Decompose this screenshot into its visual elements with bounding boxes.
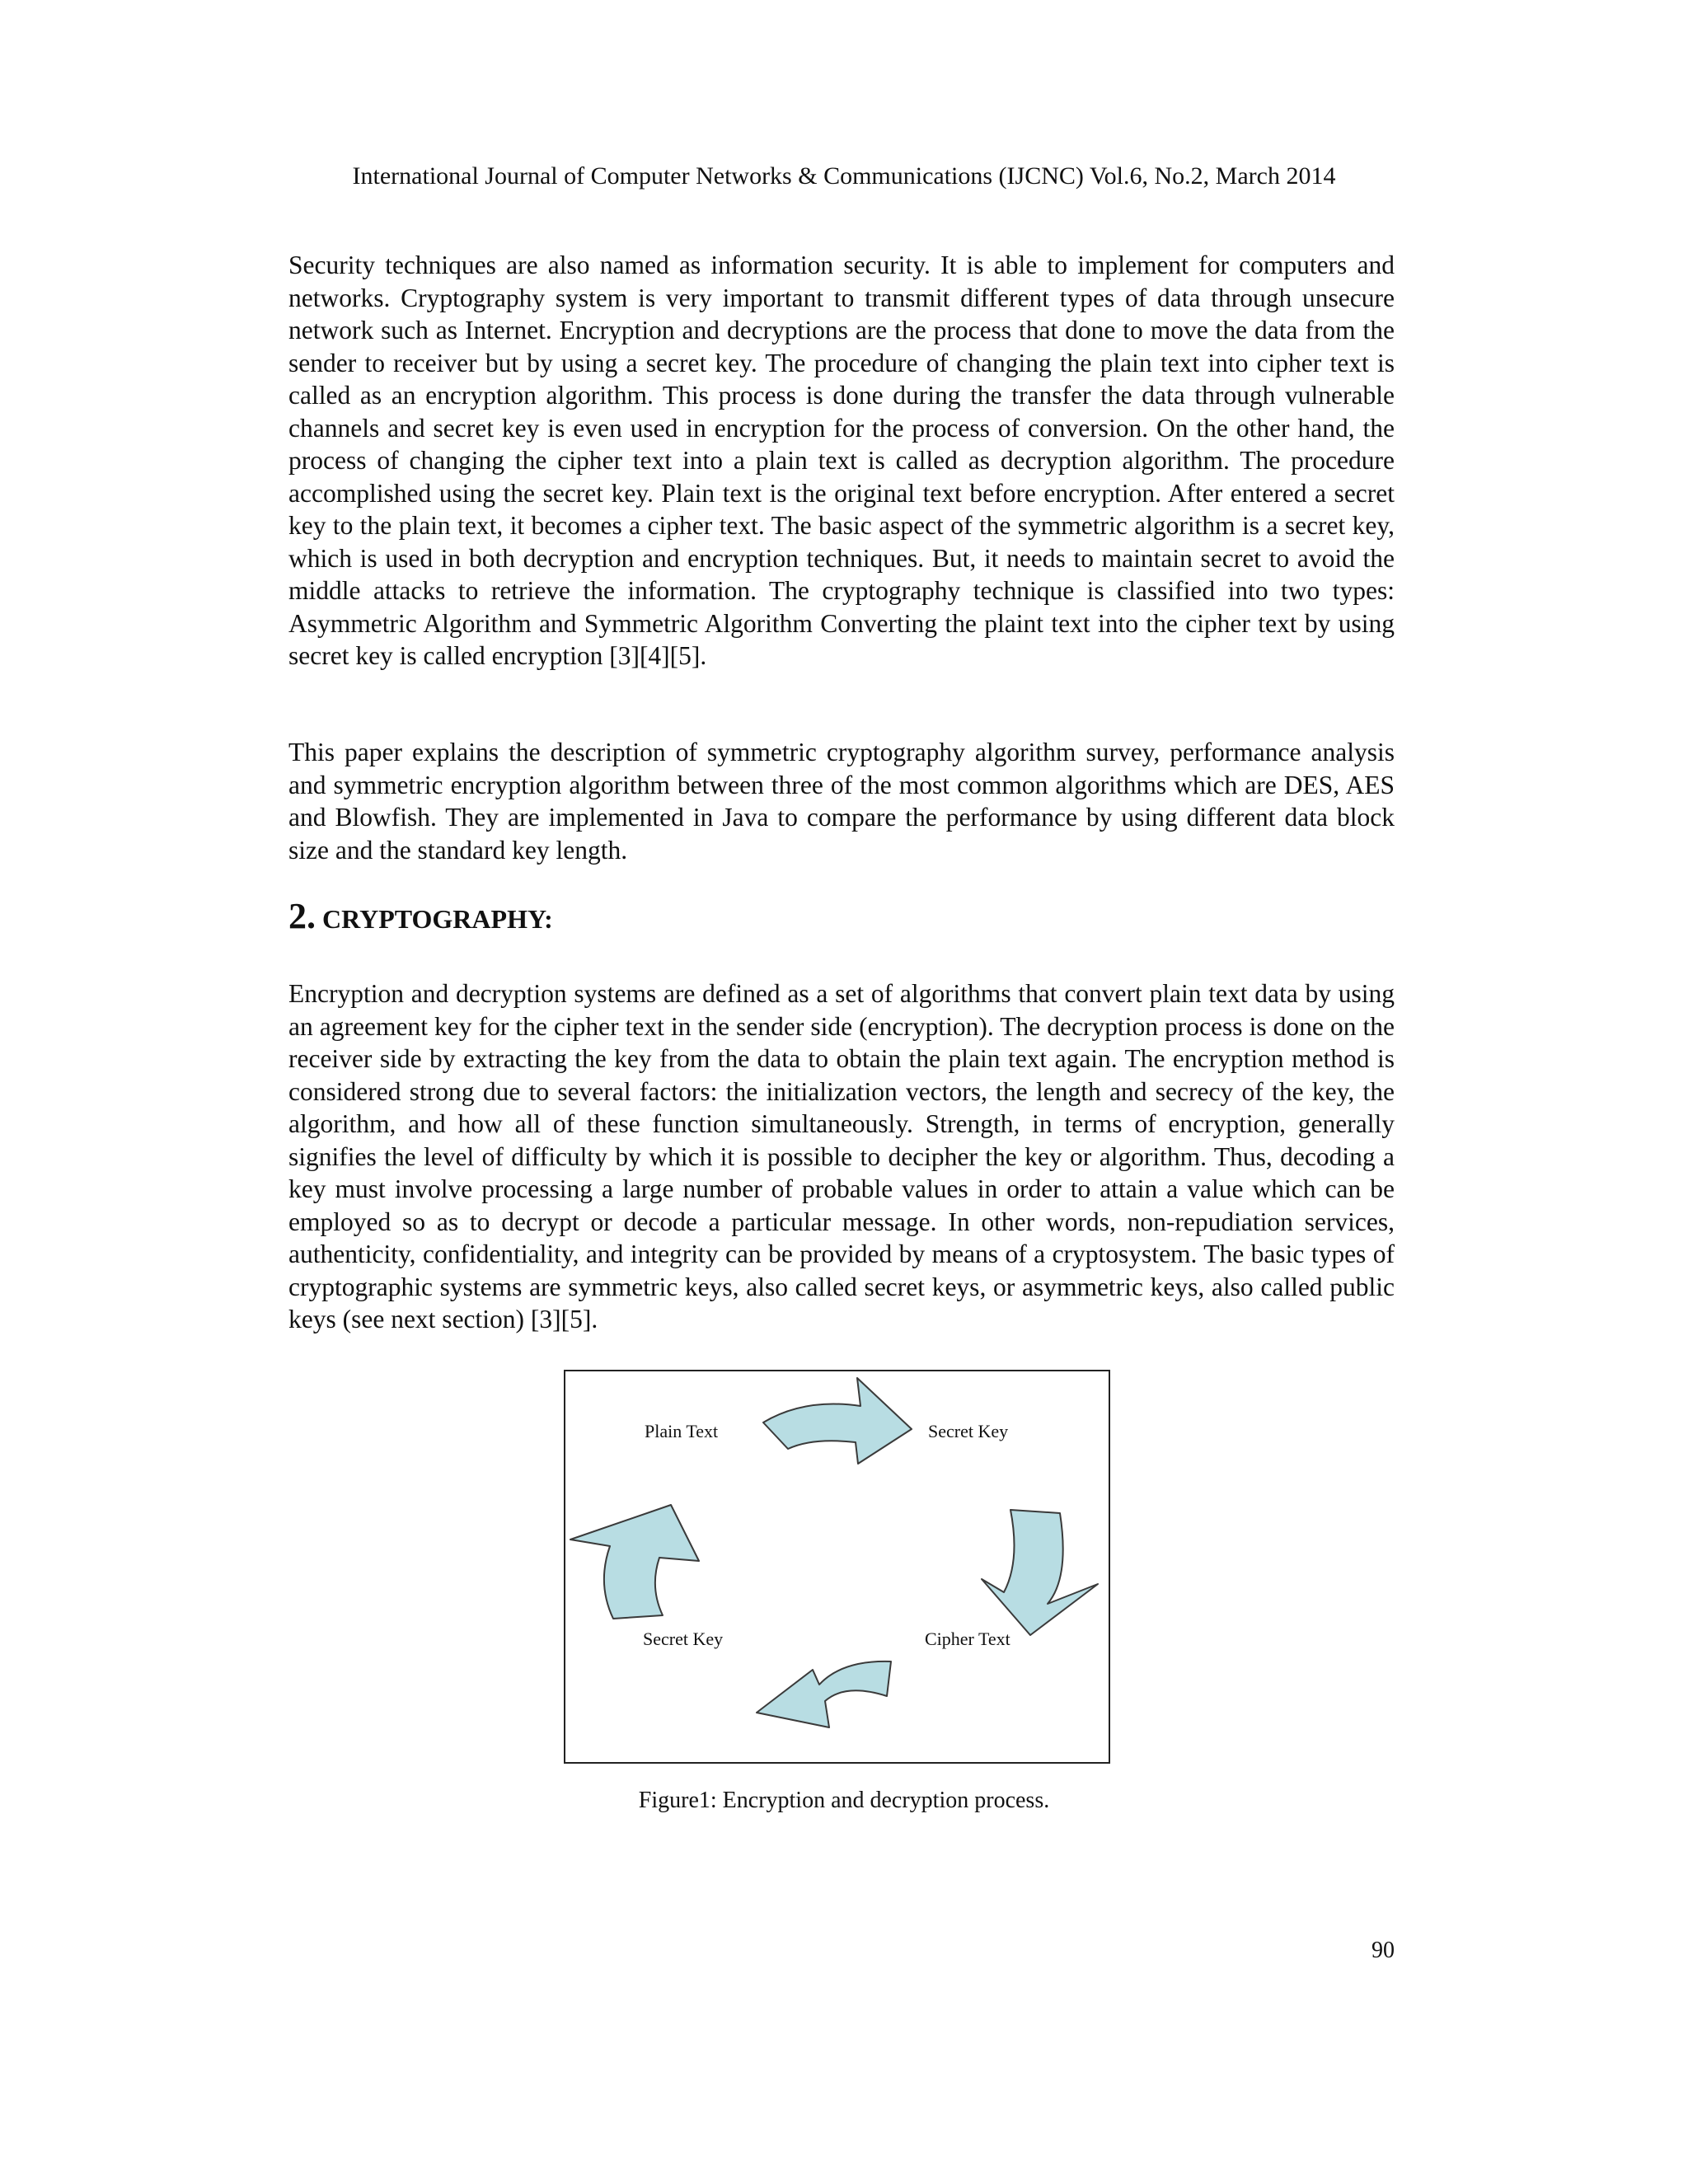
arrow-left-icon (570, 1505, 699, 1619)
arrow-top-icon (763, 1378, 912, 1464)
section-number: 2. (288, 896, 316, 936)
body-paragraph-1: Security techniques are also named as information security. It is able to implement for computers and networks. Cryptography system is very important to transmit different types of data through unsecure network such as Internet. Encryption and decryptions are the process that done to move the data from the sender to receiver but by using a secret key. The procedure of changing the plain text into cipher text is called as an encryption algorithm. This process is done during the transfer the data through vulnerable channels and secret key is even used in encryption for the process of conversion. On the other hand, the process of changing the cipher text into a plain text is called as decryption algorithm. The procedure accomplished using the secret key. Plain text is the original text before encryption. After entered a secret key to the plain text, it becomes a cipher text. The basic aspect of the symmetric algorithm is a secret key, which is used in both decryption and encryption techniques. But, it needs to maintain secret to avoid the middle attacks to retrieve the information. The cryptography technique is classified into two types: Asymmetric Algorithm and Symmetric Algorithm Converting the plaint text into the cipher text by using secret key is called encryption [3][4][5]. (288, 251, 1395, 670)
arrow-right-icon (982, 1510, 1098, 1635)
label-plain-text: Plain Text (645, 1421, 719, 1441)
label-secret-key-top: Secret Key (928, 1421, 1009, 1441)
body-paragraph-2: This paper explains the description of symmetric cryptography algorithm survey, performance analysis and symmetric encryption algorithm between three of the most common algorithms which are DES, AES and Blowfish. They are implemented in Java to compare the performance by using different data block size and the standard key length. (288, 738, 1395, 865)
running-head: International Journal of Computer Networks & Communications (IJCNC) Vol.6, No.2, March 2014 (352, 162, 1336, 190)
section-heading (288, 897, 553, 939)
figure-caption: Figure1: Encryption and decryption process. (638, 1788, 1050, 1813)
label-cipher-text: Cipher Text (925, 1629, 1010, 1649)
figure-encryption-cycle (564, 1370, 1110, 1764)
body-paragraph-3: Encryption and decryption systems are defined as a set of algorithms that convert plain text data by using an agreement key for the cipher text in the sender side (encryption). The decryption process is done on the receiver side by extracting the key from the data to obtain the plain text again. The encryption method is considered strong due to several factors: the initialization vectors, the length and secrecy of the key, the algorithm, and how all of these function simultaneously. Strength, in terms of encryption, generally signifies the level of difficulty by which it is possible to decipher the key or algorithm. Thus, decoding a key must involve processing a large number of probable values in order to attain a value which can be employed so as to decrypt or decode a particular message. In other words, non-repudiation services, authenticity, confidentiality, and integrity can be provided by means of a cryptosystem. The basic types of cryptographic systems are symmetric keys, also called secret keys, or asymmetric keys, also called public keys (see next section) [3][5]. (288, 979, 1395, 1333)
section-title: CRYPTOGRAPHY: (322, 904, 553, 934)
label-secret-key-bottom: Secret Key (643, 1629, 724, 1649)
page-number: 90 (1372, 1938, 1395, 1963)
arrow-bottom-icon (757, 1661, 891, 1727)
